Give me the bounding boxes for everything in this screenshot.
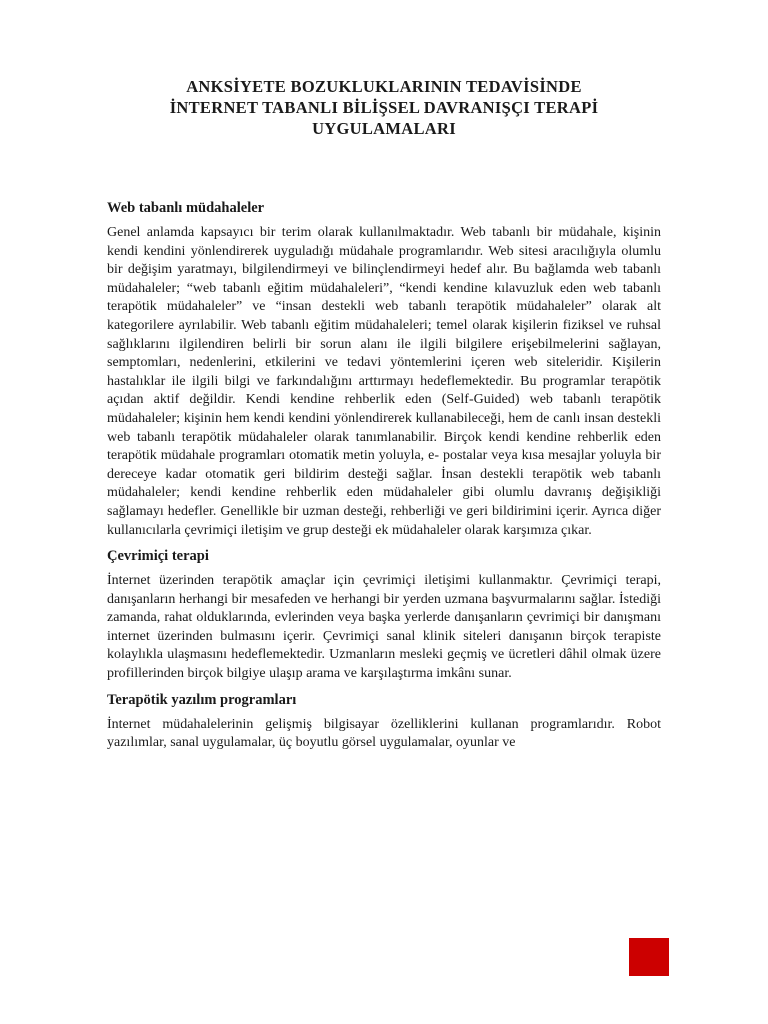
section-body-online-therapy: İnternet üzerinden terapötik amaçlar için çevrimiçi iletişimi kullanmaktır. Çevrimiçi terapi, danışanların herhangi bir mesafeden ve herhangi bir yerden uzmana başvurmalarını sağlar. İstediği zamanda, rahat olduklarında, evlerinden veya başka yerlerde danışanların çevrimiçi bir danışmanı internet üzerinden bulmasını içerir. Çevrimiçi sanal klinik siteleri danışanın birçok terapiste kolaylıkla ulaşmasını hedeflemektedir. Uzmanların mesleki geçmiş ve ücretleri dâhil olmak üzere profillerinden birçok bilgiye ulaşıp arama ve karşılaştırma imkânı sunar. xyxy=(107,573,661,682)
document-title xyxy=(100,76,668,139)
title-line-2: İNTERNET TABANLI BİLİŞSEL DAVRANIŞÇI TERAPİ xyxy=(169,98,599,117)
section-heading-therapeutic-software: Terapötik yazılım programları xyxy=(107,691,297,708)
section-heading-web-interventions: Web tabanlı müdahaleler xyxy=(107,200,265,216)
section-body-therapeutic-software: İnternet müdahalelerinin gelişmiş bilgisayar özelliklerini kullanan programlarıdır. Robot yazılımlar, sanal uygulamalar, üç boyutlu görsel uygulamalar, oyunlar ve xyxy=(107,716,661,751)
document-body xyxy=(107,198,661,759)
section-heading-online-therapy: Çevrimiçi terapi xyxy=(107,548,209,565)
red-corner-block xyxy=(629,938,669,976)
section-body-web-interventions: Genel anlamda kapsayıcı bir terim olarak kullanılmaktadır. Web tabanlı bir müdahale, kişinin kendi kendini yönlendirerek uyguladığı müdahale programlarıdır. Web sitesi aracılığıyla olumlu bir değişim yaratmayı, bilgilendirmeyi ve bilinçlendirmeyi hedef alır. Bu bağlamda web tabanlı müdahaleler; “web tabanlı eğitim müdahaleleri”, “kendi kendine kılavuzluk eden web tabanlı terapötik müdahaleler” ve “insan destekli web tabanlı terapötik müdahaleler” olarak alt kategorilere ayrılabilir. Web tabanlı eğitim müdahaleleri; temel olarak kişilerin fiziksel ve ruhsal sağlıklarını ilgilendiren belirli bir sorun alanı ile ilgili bilgilere erişebilmelerini sağlayan, semptomları, nedenlerini, etkilerini ve tedavi yöntemlerini içeren web siteleridir. Kişilerin hastalıklar ile ilgili bilgi ve farkındalığını arttırmayı hedeflemektedir. Bu programlar terapötik açıdan aktif değildir. Kendi kendine rehberlik eden (Self-Guided) web tabanlı terapötik müdahaleler; kişinin hem kendi kendini yönlendirerek kullanabileceği, hem de canlı insan destekli web tabanlı terapötik müdahaleler olarak tanımlanabilir. Birçok kendi kendine rehberlik eden terapötik müdahale programları otomatik metin yoluyla, e- postalar veya kısa mesajlar yoluyla bir dereceye kadar otomatik geri bildirim desteği sağlar. İnsan destekli terapötik web tabanlı müdahaleler; kendi kendine rehberlik eden müdahaleler gibi olumlu davranış değişikliği sağlamayı hedefler. Genellikle bir uzman desteği, rehberliği ve geri bildirimini içerir. Ayrıca diğer kullanıcılarla çevrimiçi iletişim ve grup desteği ek müdahaleler olarak karşımıza çıkar. xyxy=(107,225,661,538)
title-line-1: ANKSİYETE BOZUKLUKLARININ TEDAVİSİNDE xyxy=(186,77,582,96)
title-line-3: UYGULAMALARI xyxy=(312,119,456,138)
